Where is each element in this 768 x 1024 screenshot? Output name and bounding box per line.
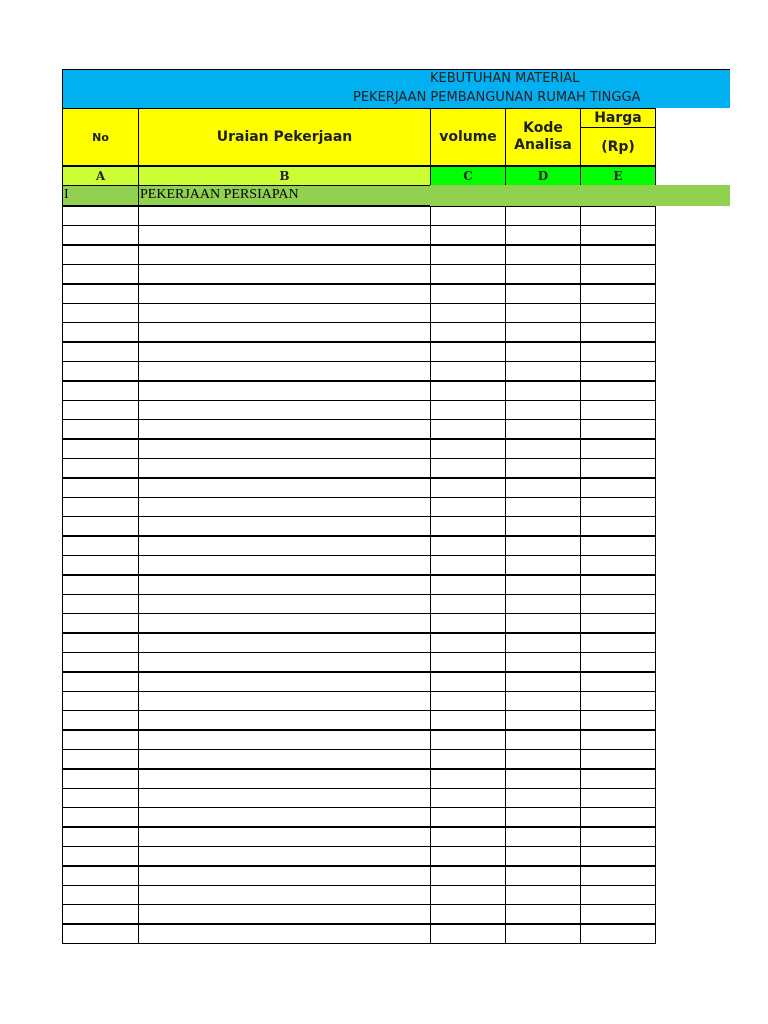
table-cell-b[interactable] (138, 672, 431, 692)
table-row (62, 555, 656, 575)
table-cell-b[interactable] (138, 322, 431, 342)
table-cell-e[interactable] (580, 322, 656, 342)
table-cell-e[interactable] (580, 555, 656, 575)
header-kode-line1: Kode (523, 120, 563, 136)
table-cell-b[interactable] (138, 264, 431, 284)
table-cell-b[interactable] (138, 594, 431, 614)
table-row (62, 536, 656, 556)
table-cell-d[interactable] (505, 788, 581, 808)
table-cell-d[interactable] (505, 846, 581, 866)
table-cell-c[interactable] (430, 439, 506, 459)
table-row (62, 284, 656, 304)
table-cell-d[interactable] (505, 206, 581, 226)
table-cell-c[interactable] (430, 381, 506, 401)
table-cell-e[interactable] (580, 710, 656, 730)
table-cell-c[interactable] (430, 400, 506, 420)
table-cell-d[interactable] (505, 322, 581, 342)
table-cell-d[interactable] (505, 672, 581, 692)
table-cell-a[interactable] (62, 400, 139, 420)
table-cell-d[interactable] (505, 342, 581, 362)
section-fill[interactable] (430, 185, 730, 206)
table-cell-a[interactable] (62, 730, 139, 750)
table-cell-d[interactable] (505, 613, 581, 633)
table-cell-d[interactable] (505, 303, 581, 323)
table-cell-d[interactable] (505, 633, 581, 653)
table-cell-b[interactable] (138, 924, 431, 944)
table-cell-b[interactable] (138, 788, 431, 808)
header-no[interactable]: No (62, 108, 139, 166)
table-cell-e[interactable] (580, 924, 656, 944)
table-cell-b[interactable] (138, 361, 431, 381)
table-cell-e[interactable] (580, 769, 656, 789)
table-cell-e[interactable] (580, 245, 656, 265)
table-cell-b[interactable] (138, 575, 431, 595)
table-cell-a[interactable] (62, 575, 139, 595)
table-row (62, 633, 656, 653)
table-cell-b[interactable] (138, 536, 431, 556)
table-cell-a[interactable] (62, 458, 139, 478)
table-cell-c[interactable] (430, 672, 506, 692)
table-cell-e[interactable] (580, 730, 656, 750)
table-cell-b[interactable] (138, 691, 431, 711)
table-cell-b[interactable] (138, 497, 431, 517)
table-cell-e[interactable] (580, 497, 656, 517)
table-cell-b[interactable] (138, 866, 431, 886)
column-letter-e[interactable]: E (580, 166, 656, 186)
table-cell-a[interactable] (62, 225, 139, 245)
table-cell-c[interactable] (430, 458, 506, 478)
table-cell-e[interactable] (580, 575, 656, 595)
table-cell-d[interactable] (505, 478, 581, 498)
table-cell-c[interactable] (430, 769, 506, 789)
column-letter-b[interactable]: B (138, 166, 431, 186)
table-row (62, 381, 656, 401)
table-cell-c[interactable] (430, 303, 506, 323)
table-row (62, 827, 656, 847)
table-cell-d[interactable] (505, 749, 581, 769)
table-cell-b[interactable] (138, 419, 431, 439)
table-cell-c[interactable] (430, 419, 506, 439)
table-cell-a[interactable] (62, 788, 139, 808)
header-harga-line2: (Rp) (580, 127, 656, 166)
table-cell-a[interactable] (62, 769, 139, 789)
table-cell-a[interactable] (62, 827, 139, 847)
table-cell-a[interactable] (62, 807, 139, 827)
table-cell-c[interactable] (430, 866, 506, 886)
table-cell-a[interactable] (62, 555, 139, 575)
table-cell-b[interactable] (138, 885, 431, 905)
table-cell-c[interactable] (430, 536, 506, 556)
title-bar (62, 69, 730, 108)
table-cell-e[interactable] (580, 652, 656, 672)
table-cell-c[interactable] (430, 594, 506, 614)
table-row (62, 206, 656, 226)
header-volume[interactable]: volume (430, 108, 506, 166)
table-cell-e[interactable] (580, 225, 656, 245)
table-cell-c[interactable] (430, 904, 506, 924)
table-row (62, 361, 656, 381)
table-cell-b[interactable] (138, 206, 431, 226)
table-row (62, 613, 656, 633)
table-cell-d[interactable] (505, 730, 581, 750)
table-cell-d[interactable] (505, 575, 581, 595)
table-cell-a[interactable] (62, 245, 139, 265)
table-row (62, 769, 656, 789)
table-cell-c[interactable] (430, 652, 506, 672)
table-cell-d[interactable] (505, 245, 581, 265)
title-line-2: PEKERJAAN PEMBANGUNAN RUMAH TINGGA (353, 90, 641, 105)
table-row (62, 807, 656, 827)
table-cell-d[interactable] (505, 419, 581, 439)
table-cell-a[interactable] (62, 497, 139, 517)
header-kode-analisa[interactable] (505, 108, 581, 166)
table-row (62, 439, 656, 459)
table-row (62, 225, 656, 245)
table-cell-a[interactable] (62, 672, 139, 692)
table-cell-a[interactable] (62, 749, 139, 769)
table-cell-e[interactable] (580, 439, 656, 459)
table-cell-c[interactable] (430, 633, 506, 653)
table-cell-d[interactable] (505, 516, 581, 536)
table-cell-c[interactable] (430, 575, 506, 595)
table-cell-b[interactable] (138, 769, 431, 789)
table-cell-e[interactable] (580, 206, 656, 226)
table-cell-d[interactable] (505, 458, 581, 478)
table-cell-e[interactable] (580, 594, 656, 614)
table-row (62, 303, 656, 323)
table-cell-c[interactable] (430, 749, 506, 769)
table-cell-d[interactable] (505, 807, 581, 827)
table-row (62, 652, 656, 672)
table-cell-a[interactable] (62, 381, 139, 401)
table-row (62, 885, 656, 905)
title-line-1: KEBUTUHAN MATERIAL (430, 71, 580, 86)
table-cell-d[interactable] (505, 284, 581, 304)
table-row (62, 749, 656, 769)
table-cell-b[interactable] (138, 633, 431, 653)
table-row (62, 478, 656, 498)
table-row (62, 264, 656, 284)
table-cell-c[interactable] (430, 206, 506, 226)
table-cell-e[interactable] (580, 904, 656, 924)
table-cell-d[interactable] (505, 225, 581, 245)
table-cell-d[interactable] (505, 439, 581, 459)
table-row (62, 866, 656, 886)
table-cell-b[interactable] (138, 904, 431, 924)
table-cell-e[interactable] (580, 361, 656, 381)
table-cell-c[interactable] (430, 885, 506, 905)
table-cell-a[interactable] (62, 633, 139, 653)
table-cell-a[interactable] (62, 478, 139, 498)
table-cell-a[interactable] (62, 710, 139, 730)
header-uraian-pekerjaan[interactable]: Uraian Pekerjaan (138, 108, 431, 166)
table-cell-b[interactable] (138, 439, 431, 459)
table-cell-b[interactable] (138, 303, 431, 323)
table-cell-e[interactable] (580, 827, 656, 847)
table-cell-a[interactable] (62, 613, 139, 633)
table-cell-c[interactable] (430, 613, 506, 633)
table-row (62, 322, 656, 342)
table-cell-a[interactable] (62, 206, 139, 226)
table-cell-b[interactable] (138, 225, 431, 245)
table-row (62, 400, 656, 420)
table-cell-c[interactable] (430, 342, 506, 362)
table-cell-a[interactable] (62, 846, 139, 866)
table-row (62, 419, 656, 439)
column-letter-d[interactable]: D (505, 166, 581, 186)
table-row (62, 924, 656, 944)
table-cell-e[interactable] (580, 749, 656, 769)
table-cell-a[interactable] (62, 342, 139, 362)
section-number[interactable]: I (62, 185, 139, 206)
table-cell-a[interactable] (62, 322, 139, 342)
table-cell-a[interactable] (62, 866, 139, 886)
table-cell-e[interactable] (580, 516, 656, 536)
table-cell-b[interactable] (138, 827, 431, 847)
table-row (62, 672, 656, 692)
table-row (62, 788, 656, 808)
table-cell-a[interactable] (62, 264, 139, 284)
column-letter-a[interactable]: A (62, 166, 139, 186)
table-cell-a[interactable] (62, 303, 139, 323)
header-harga-line1: Harga (580, 108, 656, 128)
table-row (62, 458, 656, 478)
table-cell-c[interactable] (430, 807, 506, 827)
table-cell-a[interactable] (62, 516, 139, 536)
table-cell-b[interactable] (138, 807, 431, 827)
table-cell-c[interactable] (430, 730, 506, 750)
header-kode-line2: Analisa (514, 137, 572, 153)
table-cell-d[interactable] (505, 400, 581, 420)
table-cell-d[interactable] (505, 594, 581, 614)
table-cell-d[interactable] (505, 497, 581, 517)
table-cell-b[interactable] (138, 652, 431, 672)
table-cell-d[interactable] (505, 710, 581, 730)
table-cell-c[interactable] (430, 322, 506, 342)
table-cell-a[interactable] (62, 691, 139, 711)
table-cell-d[interactable] (505, 866, 581, 886)
table-cell-d[interactable] (505, 691, 581, 711)
table-cell-e[interactable] (580, 264, 656, 284)
table-cell-e[interactable] (580, 866, 656, 886)
table-cell-e[interactable] (580, 633, 656, 653)
table-row (62, 342, 656, 362)
table-cell-d[interactable] (505, 904, 581, 924)
table-cell-b[interactable] (138, 730, 431, 750)
table-cell-e[interactable] (580, 478, 656, 498)
column-letter-c[interactable]: C (430, 166, 506, 186)
table-row (62, 710, 656, 730)
table-cell-a[interactable] (62, 536, 139, 556)
table-cell-c[interactable] (430, 264, 506, 284)
table-cell-b[interactable] (138, 749, 431, 769)
table-cell-e[interactable] (580, 536, 656, 556)
table-cell-b[interactable] (138, 613, 431, 633)
table-cell-c[interactable] (430, 225, 506, 245)
table-cell-b[interactable] (138, 710, 431, 730)
table-cell-d[interactable] (505, 264, 581, 284)
table-cell-e[interactable] (580, 303, 656, 323)
table-cell-c[interactable] (430, 245, 506, 265)
table-cell-b[interactable] (138, 555, 431, 575)
table-row (62, 846, 656, 866)
table-cell-e[interactable] (580, 381, 656, 401)
table-cell-b[interactable] (138, 458, 431, 478)
table-cell-a[interactable] (62, 904, 139, 924)
table-row (62, 245, 656, 265)
table-cell-c[interactable] (430, 710, 506, 730)
table-cell-c[interactable] (430, 497, 506, 517)
table-cell-a[interactable] (62, 439, 139, 459)
table-cell-e[interactable] (580, 846, 656, 866)
table-cell-d[interactable] (505, 555, 581, 575)
table-cell-e[interactable] (580, 400, 656, 420)
table-row (62, 497, 656, 517)
table-cell-b[interactable] (138, 284, 431, 304)
table-cell-b[interactable] (138, 478, 431, 498)
table-cell-e[interactable] (580, 419, 656, 439)
table-cell-e[interactable] (580, 885, 656, 905)
table-cell-c[interactable] (430, 284, 506, 304)
table-row (62, 516, 656, 536)
table-cell-d[interactable] (505, 924, 581, 944)
table-row (62, 691, 656, 711)
table-cell-d[interactable] (505, 827, 581, 847)
table-cell-e[interactable] (580, 672, 656, 692)
table-cell-e[interactable] (580, 284, 656, 304)
table-cell-d[interactable] (505, 361, 581, 381)
table-cell-b[interactable] (138, 381, 431, 401)
table-cell-c[interactable] (430, 788, 506, 808)
table-cell-c[interactable] (430, 478, 506, 498)
table-cell-e[interactable] (580, 458, 656, 478)
table-cell-c[interactable] (430, 555, 506, 575)
table-cell-e[interactable] (580, 788, 656, 808)
table-cell-a[interactable] (62, 361, 139, 381)
table-cell-b[interactable] (138, 846, 431, 866)
table-cell-d[interactable] (505, 769, 581, 789)
table-cell-b[interactable] (138, 245, 431, 265)
table-cell-c[interactable] (430, 924, 506, 944)
table-cell-e[interactable] (580, 613, 656, 633)
table-cell-c[interactable] (430, 691, 506, 711)
table-cell-e[interactable] (580, 342, 656, 362)
table-cell-b[interactable] (138, 342, 431, 362)
table-cell-a[interactable] (62, 924, 139, 944)
table-cell-b[interactable] (138, 400, 431, 420)
table-cell-a[interactable] (62, 652, 139, 672)
table-cell-a[interactable] (62, 885, 139, 905)
header-harga[interactable] (580, 108, 656, 166)
table-cell-a[interactable] (62, 594, 139, 614)
table-cell-b[interactable] (138, 516, 431, 536)
table-cell-a[interactable] (62, 284, 139, 304)
table-cell-c[interactable] (430, 846, 506, 866)
table-cell-c[interactable] (430, 361, 506, 381)
table-cell-e[interactable] (580, 691, 656, 711)
section-name[interactable]: PEKERJAAN PERSIAPAN (138, 185, 431, 206)
table-row (62, 575, 656, 595)
table-cell-c[interactable] (430, 827, 506, 847)
table-row (62, 904, 656, 924)
table-cell-d[interactable] (505, 536, 581, 556)
table-cell-d[interactable] (505, 885, 581, 905)
table-row (62, 594, 656, 614)
table-cell-d[interactable] (505, 652, 581, 672)
table-cell-a[interactable] (62, 419, 139, 439)
table-cell-c[interactable] (430, 516, 506, 536)
table-cell-d[interactable] (505, 381, 581, 401)
table-cell-e[interactable] (580, 807, 656, 827)
table-row (62, 730, 656, 750)
